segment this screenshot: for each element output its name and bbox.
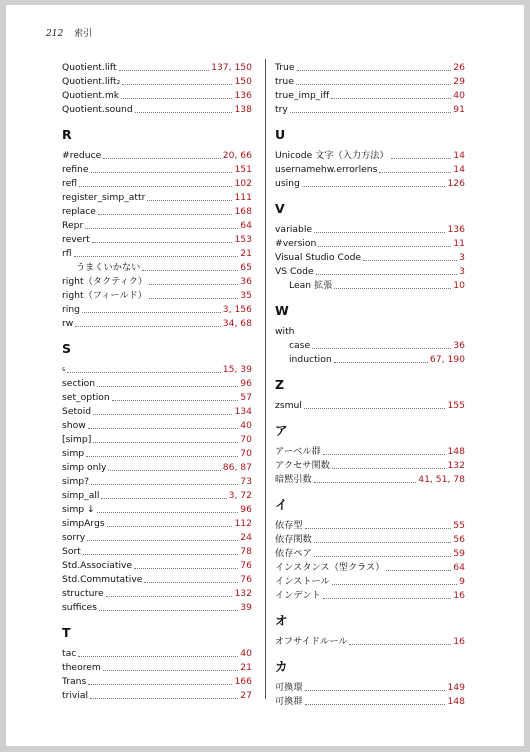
index-entry [62,317,252,331]
index-entry [62,475,252,489]
page-references[interactable]: 10 [453,280,465,291]
index-entry [62,647,252,661]
index-term: 依存ペア [275,548,312,559]
leader-dots [147,200,232,201]
index-term: refl [62,178,78,189]
index-entry [62,219,252,233]
index-entry [275,695,465,709]
page-references[interactable]: 39 [240,602,252,613]
index-entry [62,233,252,247]
index-entry [275,325,465,339]
index-term: right（フィールド） [62,290,147,301]
index-entry [275,89,465,103]
leader-dots [391,158,452,159]
page-references[interactable]: 20, 66 [222,150,252,161]
section-heading: オ [275,613,288,628]
page-references[interactable]: 150 [234,76,252,87]
index-term: アーベル群 [275,446,321,457]
page-references[interactable]: 166 [234,676,252,687]
index-entry [275,339,465,353]
index-entry [275,149,465,163]
leader-dots [334,362,428,363]
index-entry [275,353,465,367]
index-entry [275,575,465,589]
leader-dots [134,568,238,569]
page-references[interactable]: 148 [447,696,465,707]
page-references[interactable]: 36 [453,340,465,351]
index-term: case [289,340,311,351]
leader-dots [119,70,209,71]
index-entry [275,533,465,547]
index-entry [275,635,465,649]
index-entry [62,433,252,447]
index-entry [62,675,252,689]
index-entry [275,399,465,413]
page-references[interactable]: 3, 156 [222,304,252,315]
page-references[interactable]: 29 [453,76,465,87]
page-references[interactable]: 21 [240,248,252,259]
leader-dots [318,246,451,247]
index-entry [62,391,252,405]
index-entry [62,559,252,573]
index-entry [275,251,465,265]
section-heading: イ [275,497,288,512]
page-references[interactable]: 55 [453,520,465,531]
leader-dots [331,98,451,99]
index-term: replace [62,206,96,217]
leader-dots [103,670,238,671]
index-term: 暗黙引数 [275,474,312,485]
index-entry [62,163,252,177]
leader-dots [314,556,452,557]
index-column-left [62,61,252,703]
index-entry [275,103,465,117]
index-term: #reduce [62,150,102,161]
index-term: Std.Commutative [62,574,143,585]
index-term: うまくいかない [76,262,141,273]
leader-dots [302,186,446,187]
index-entry [275,547,465,561]
page-references[interactable]: 136 [234,90,252,101]
page-references[interactable]: 86, 87 [222,462,252,473]
index-entry [62,489,252,503]
index-term: #version [275,238,317,249]
index-term: simp only [62,462,107,473]
leader-dots [91,484,238,485]
section-heading: R [62,127,72,142]
leader-dots [87,540,238,541]
index-term: with [275,326,295,337]
leader-dots [314,542,452,543]
index-term: simp [62,448,85,459]
page-references[interactable]: 73 [240,476,252,487]
page-references[interactable]: 27 [240,690,252,701]
leader-dots [108,470,220,471]
leader-dots [82,312,221,313]
page-references[interactable]: 148 [447,446,465,457]
leader-dots [97,386,238,387]
page-references[interactable]: 3, 72 [228,490,252,501]
leader-dots [305,528,452,529]
index-term: simp_all [62,490,100,501]
leader-dots [334,288,451,289]
page-references[interactable]: 40 [240,648,252,659]
index-entry [275,75,465,89]
section-heading: T [62,625,71,640]
index-entry [275,459,465,473]
leader-dots [99,610,238,611]
index-term: revert [62,234,90,245]
page-references[interactable]: 59 [453,548,465,559]
index-term: インストール [275,576,330,587]
leader-dots [90,698,238,699]
index-term: sorry [62,532,86,543]
page-references[interactable]: 36 [240,276,252,287]
section-heading: Z [275,377,285,392]
leader-dots [144,582,238,583]
section-heading: V [275,201,285,216]
page-references[interactable]: 35 [240,290,252,301]
index-entry [62,573,252,587]
leader-dots [290,112,451,113]
index-entry [62,61,252,75]
leader-dots [386,570,451,571]
leader-dots [112,400,239,401]
index-term: variable [275,224,313,235]
leader-dots [103,158,220,159]
page-references[interactable]: 70 [240,434,252,445]
page-references[interactable]: 11 [453,238,465,249]
page-references[interactable]: 67, 190 [429,354,465,365]
page-references[interactable]: 9 [459,576,465,587]
index-entry [275,445,465,459]
index-entry [275,177,465,191]
index-entry [275,265,465,279]
index-term: 依存関数 [275,534,312,545]
index-entry [275,561,465,575]
index-term: right（タクティク） [62,276,148,287]
index-term: [simp] [62,434,92,445]
leader-dots [88,428,239,429]
page-references[interactable]: 16 [453,590,465,601]
page-references[interactable]: 149 [447,682,465,693]
index-entry [62,363,252,377]
index-entry [62,149,252,163]
leader-dots [332,468,446,469]
section-heading: S [62,341,72,356]
index-term: Unicode 文字（入力方法） [275,150,389,161]
index-term: 可換環 [275,682,303,693]
leader-dots [349,644,451,645]
page-references[interactable]: 40 [240,420,252,431]
leader-dots [106,596,233,597]
page-references[interactable]: 26 [453,62,465,73]
index-term: show [62,420,86,431]
page-references[interactable]: 151 [234,164,252,175]
index-entry [275,279,465,293]
index-entry [62,177,252,191]
leader-dots [296,84,451,85]
leader-dots [75,326,220,327]
leader-dots [85,228,238,229]
leader-dots [323,598,452,599]
leader-dots [93,414,232,415]
section-heading: U [275,127,286,142]
leader-dots [304,408,446,409]
index-entry [62,75,252,89]
index-term: using [275,178,300,189]
index-term: 依存型 [275,520,303,531]
page-references[interactable]: 132 [447,460,465,471]
index-entry [62,587,252,601]
index-entry [275,519,465,533]
index-entry [62,275,252,289]
page-references[interactable]: 15, 39 [222,364,252,375]
leader-dots [79,186,232,187]
index-entry [62,261,252,275]
page-references[interactable]: 76 [240,574,252,585]
page-references[interactable]: 136 [447,224,465,235]
leader-dots [323,454,446,455]
leader-dots [122,84,232,85]
leader-dots [98,214,233,215]
index-term: VS Code [275,266,314,277]
leader-dots [93,442,238,443]
leader-dots [121,98,232,99]
leader-dots [67,372,221,373]
index-term: インスタンス（型クラス） [275,562,385,573]
index-term: ring [62,304,80,315]
index-entry [62,89,252,103]
section-heading: ア [275,423,288,438]
page-references[interactable]: 96 [240,504,252,515]
leader-dots [316,274,458,275]
index-entry [62,661,252,675]
leader-dots [379,172,451,173]
index-entry [275,163,465,177]
index-term: refine [62,164,89,175]
leader-dots [83,554,238,555]
index-term: Quotient.lift₂ [62,76,121,87]
index-entry [62,545,252,559]
page-references[interactable]: 132 [234,588,252,599]
page-references[interactable]: 14 [453,150,465,161]
index-entry [62,689,252,703]
column-divider [265,59,266,699]
index-term: true_imp_iff [275,90,330,101]
leader-dots [332,584,457,585]
page-references[interactable]: 102 [234,178,252,189]
index-term: Visual Studio Code [275,252,362,263]
index-entry [62,205,252,219]
leader-dots [149,284,238,285]
index-term: Quotient.mk [62,90,120,101]
index-term: theorem [62,662,101,673]
page-references[interactable]: 78 [240,546,252,557]
leader-dots [149,298,238,299]
page-references[interactable]: 168 [234,206,252,217]
index-term: Trans [62,676,87,687]
index-term: simp ↓ [62,504,95,515]
index-term: Std.Associative [62,560,133,571]
index-term: rw [62,318,74,329]
index-entry [62,103,252,117]
page-references[interactable]: 16 [453,636,465,647]
index-entry [62,419,252,433]
page-references[interactable]: 91 [453,104,465,115]
page-references[interactable]: 112 [234,518,252,529]
leader-dots [312,348,451,349]
index-term: Quotient.sound [62,104,133,115]
page-references[interactable]: 40 [453,90,465,101]
leader-dots [86,456,238,457]
page-references[interactable]: 56 [453,534,465,545]
index-term: 可換群 [275,696,303,707]
section-heading: カ [275,659,288,674]
page-references[interactable]: 65 [240,262,252,273]
index-term: zsmul [275,400,302,411]
page-references[interactable]: 134 [234,406,252,417]
index-term: register_simp_attr [62,192,146,203]
page-references[interactable]: 76 [240,560,252,571]
leader-dots [107,526,233,527]
leader-dots [314,232,445,233]
page-references[interactable]: 3 [459,252,465,263]
index-entry [275,473,465,487]
index-term: アクセサ関数 [275,460,330,471]
index-entry [62,461,252,475]
index-entry [275,681,465,695]
leader-dots [305,690,446,691]
page-references[interactable]: 24 [240,532,252,543]
index-term: s [62,366,66,373]
index-term: induction [289,354,332,365]
page-references[interactable]: 57 [240,392,252,403]
index-page [6,5,524,746]
leader-dots [92,242,233,243]
page-references[interactable]: 21 [240,662,252,673]
index-term: インデント [275,590,321,601]
page-references[interactable]: 64 [240,220,252,231]
index-entry [275,589,465,603]
index-term: tac [62,648,77,659]
index-entry [62,517,252,531]
index-term: simp? [62,476,89,487]
index-entry [62,191,252,205]
index-column-right [275,61,465,709]
leader-dots [135,112,233,113]
page-references[interactable]: 34, 68 [222,318,252,329]
index-entry [62,289,252,303]
index-term: usernamehw.errorlens [275,164,378,175]
section-heading: W [275,303,289,318]
index-term: Lean 拡張 [289,280,333,291]
page-references[interactable]: 70 [240,448,252,459]
index-term: simpArgs [62,518,105,529]
index-entry [62,447,252,461]
index-term: True [275,62,295,73]
page-number: 212 [46,29,64,39]
running-head-title: 索引 [74,29,93,39]
index-entry [62,405,252,419]
page-references[interactable]: 138 [234,104,252,115]
index-entry [62,303,252,317]
page-references[interactable]: 153 [234,234,252,245]
index-term: set_option [62,392,110,403]
leader-dots [363,260,457,261]
index-term: trivial [62,690,89,701]
leader-dots [297,70,452,71]
leader-dots [88,684,232,685]
page-references[interactable]: 3 [459,266,465,277]
index-term: Quotient.lift [62,62,117,73]
index-term: rfl [62,248,72,259]
leader-dots [97,512,239,513]
leader-dots [314,482,416,483]
page-references[interactable]: 126 [447,178,465,189]
leader-dots [74,256,239,257]
page-references[interactable]: 137, 150 [211,62,252,73]
page-references[interactable]: 155 [447,400,465,411]
index-entry [62,503,252,517]
index-entry [62,531,252,545]
leader-dots [91,172,233,173]
page-references[interactable]: 111 [234,192,252,203]
index-entry [62,247,252,261]
page-references[interactable]: 64 [453,562,465,573]
leader-dots [305,704,446,705]
index-entry [275,237,465,251]
page-references[interactable]: 14 [453,164,465,175]
index-entry [62,601,252,615]
index-term: Repr [62,220,84,231]
index-term: suffices [62,602,97,613]
page-references[interactable]: 41, 51, 78 [418,474,465,485]
leader-dots [142,270,238,271]
index-term: Setoid [62,406,92,417]
index-entry [275,223,465,237]
page-references[interactable]: 96 [240,378,252,389]
index-term: section [62,378,96,389]
leader-dots [78,656,238,657]
index-entry [62,377,252,391]
running-head [46,26,92,39]
leader-dots [101,498,226,499]
index-entry [275,61,465,75]
index-term: structure [62,588,104,599]
index-term: true [275,76,294,87]
index-term: Sort [62,546,81,557]
index-term: オフサイドルール [275,636,348,647]
index-term: try [275,104,288,115]
